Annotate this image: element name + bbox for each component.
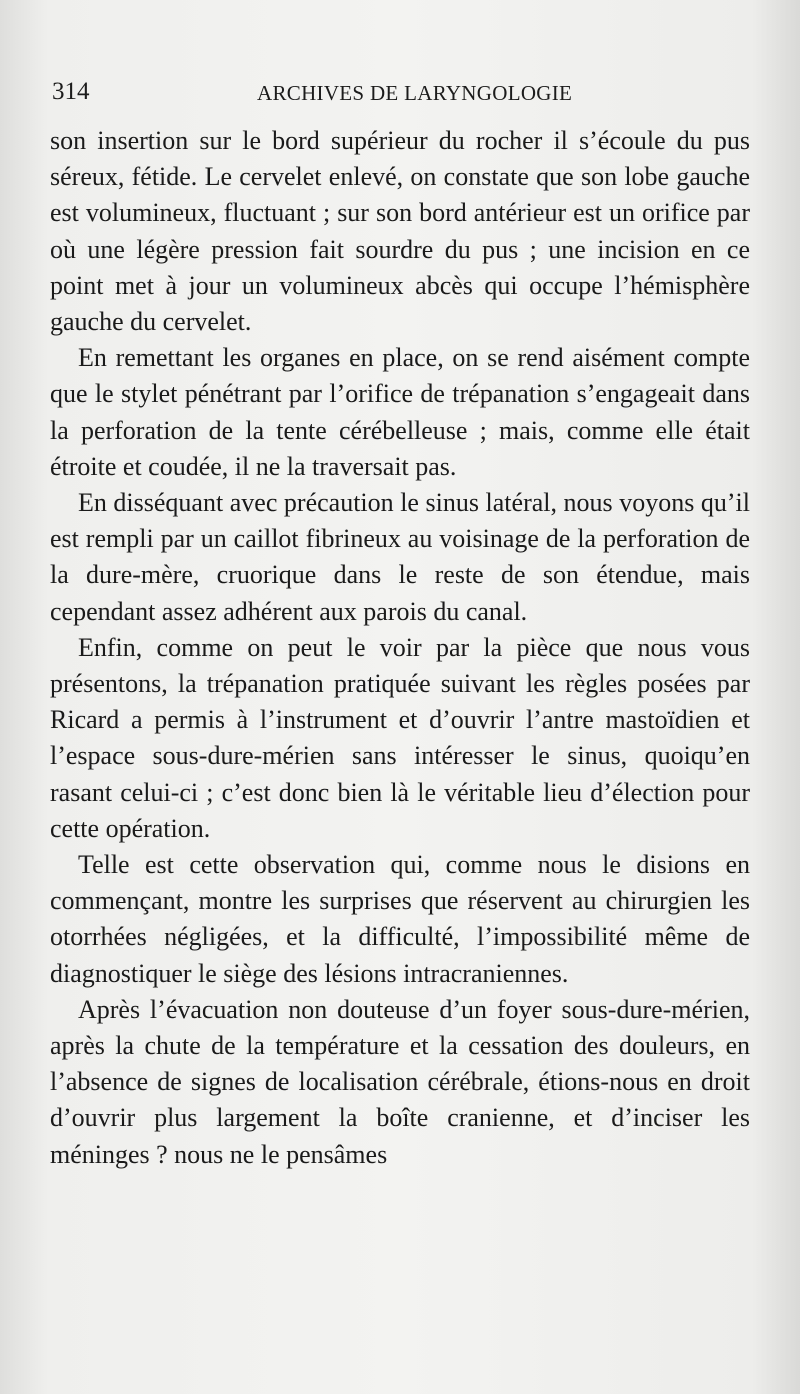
paragraph-continuation: son insertion sur le bord supérieur du rocher il s’écoule du pus séreux, fétide. Le cervelet enlevé, on constate que son lobe gauche est volumineux, fluctuant ; sur son bord antérieur est un orifice par où une légère pression fait sourdre du pus ; une incision en ce point met à jour un volumineux abcès qui occupe l’hémisphère gauche du cervelet. [50, 126, 750, 337]
paragraph: Telle est cette observation qui, comme nous le disions en commençant, montre les surprises que réservent au chirurgien les otorrhées négligées, et la difficulté, l’impossibilité même de diagnostiquer le siège des lésions intracraniennes. [50, 850, 750, 988]
paragraph: En disséquant avec précaution le sinus latéral, nous voyons qu’il est rempli par un caillot fibrineux au voisinage de la perforation de la dure-mère, cruorique dans le reste de son étendue, mais cependant assez adhérent aux parois du canal. [50, 488, 750, 626]
page-number: 314 [52, 78, 90, 105]
paragraph: Après l’évacuation non douteuse d’un foyer sous-dure-mérien, après la chute de la température et la cessation des douleurs, en l’absence de signes de localisation cérébrale, étions-nous en droit d’ouvrir plus largement la boîte cranienne, et d’inciser les méninges ? nous ne le pensâmes [50, 994, 750, 1169]
paragraph: En remettant les organes en place, on se rend aisément compte que le stylet pénétrant par l’orifice de trépanation s’engageait dans la perforation de la tente cérébelleuse ; mais, comme elle était étroite et coudée, il ne la traversait pas. [50, 343, 750, 481]
body-text [50, 123, 750, 1173]
paragraph: Enfin, comme on peut le voir par la pièce que nous vous présentons, la trépanation pratiquée suivant les règles posées par Ricard a permis à l’instrument et d’ouvrir l’antre mastoïdien et l’espace sous-dure-mérien sans intéresser le sinus, quoiqu’en rasant celui-ci ; c’est donc bien là le véritable lieu d’élection pour cette opération. [50, 632, 750, 843]
running-title: ARCHIVES DE LARYNGOLOGIE [257, 81, 573, 105]
page-header [52, 78, 752, 110]
